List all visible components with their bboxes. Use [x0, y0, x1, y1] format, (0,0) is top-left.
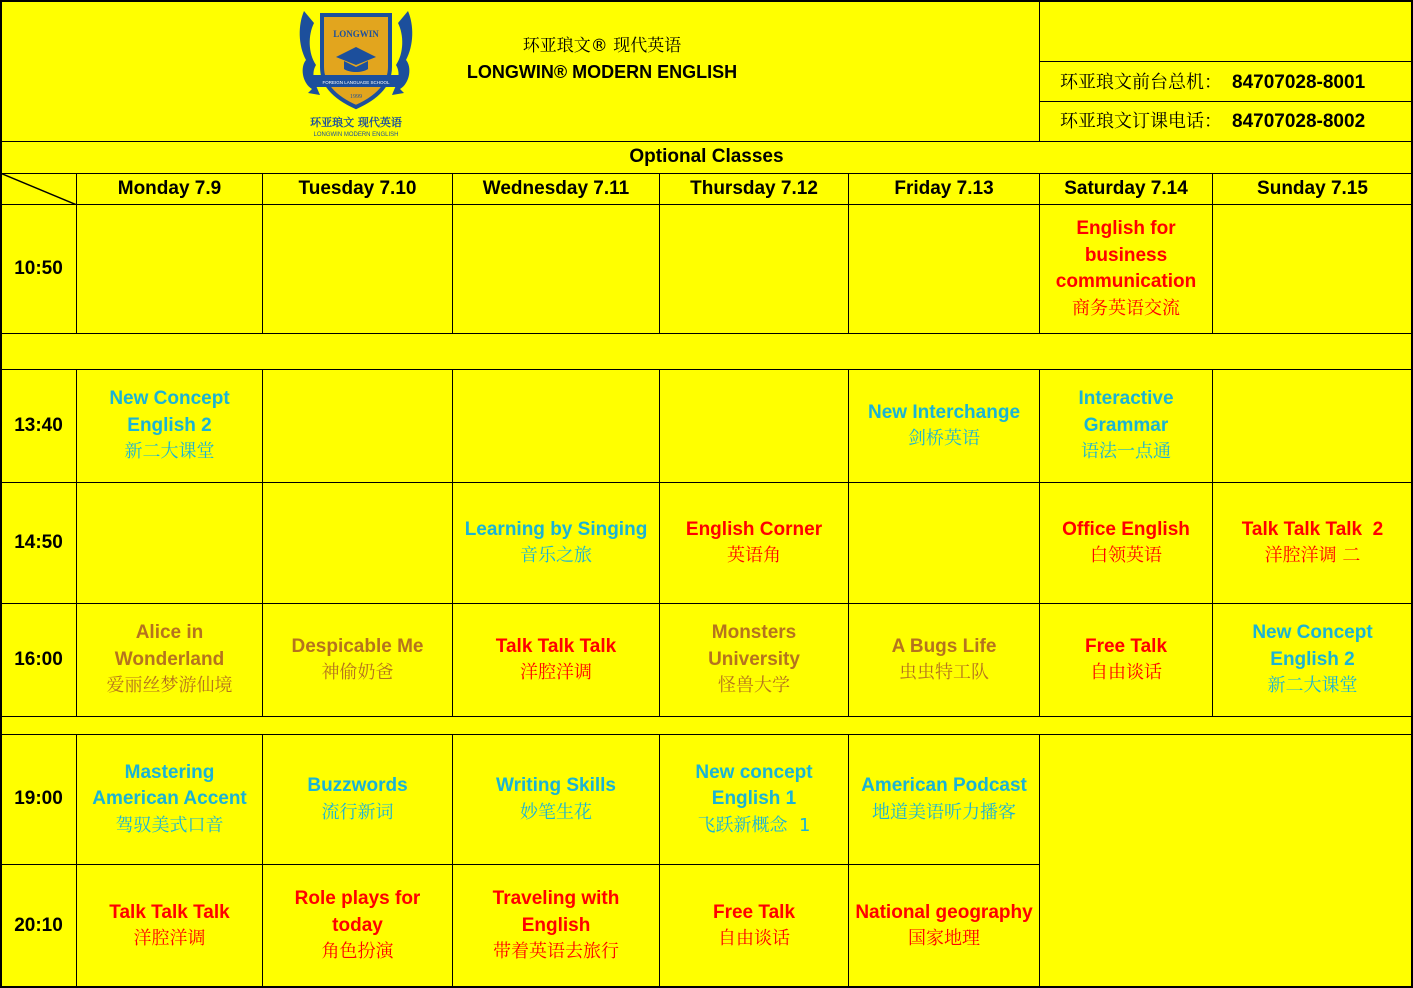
class-title-cn: 新二大课堂 [124, 441, 215, 463]
class-title-cn: 飞跃新概念 1 [697, 814, 811, 836]
class-title-cn: 音乐之旅 [520, 545, 592, 566]
class-title-line: Writing Skills [495, 775, 616, 796]
time-1050: 10:50 [14, 257, 63, 279]
class-traveling-with-english[interactable] [453, 865, 659, 987]
time-1340: 13:40 [14, 414, 63, 436]
longwin-logo [296, 5, 416, 140]
class-title-line: Talk Talk Talk [495, 635, 617, 657]
class-talk-talk-talk[interactable] [77, 865, 262, 987]
class-title-line: today [332, 914, 383, 936]
class-title-line: English 2 [1270, 648, 1355, 670]
logo-year: 1999 [350, 94, 362, 100]
class-title-line: English 2 [127, 414, 212, 436]
booking-phone[interactable]: 84707028-8002 [1232, 110, 1366, 132]
class-title-line: New Concept [109, 388, 230, 410]
class-title-line: English Corner [685, 518, 823, 540]
day-header-thursday: Thursday 7.12 [690, 177, 818, 199]
class-title-cn: 洋腔洋调 [520, 662, 592, 683]
time-1600: 16:00 [14, 648, 63, 670]
class-free-talk[interactable] [1040, 604, 1212, 716]
class-title-line: New Concept [1252, 622, 1373, 644]
class-title-cn: 白领英语 [1090, 545, 1162, 566]
class-title-line: Buzzwords [307, 775, 408, 796]
corner-diagonal [0, 173, 77, 205]
class-title-cn: 自由谈话 [1090, 662, 1162, 683]
class-buzzwords[interactable] [263, 735, 452, 864]
class-monsters-university[interactable] [660, 604, 848, 716]
class-title-cn: 洋腔洋调 二 [1264, 545, 1361, 566]
day-header-sunday: Sunday 7.15 [1257, 177, 1368, 199]
class-title-cn: 流行新词 [321, 801, 394, 823]
class-title-line: English for [1076, 218, 1176, 239]
class-title-line: Grammar [1083, 414, 1169, 436]
class-title-line: Despicable Me [291, 635, 424, 657]
schedule-title: Optional Classes [629, 146, 784, 168]
class-title-cn: 角色扮演 [321, 941, 394, 963]
class-alice-in-wonderland[interactable] [77, 604, 262, 716]
class-american-podcast[interactable] [849, 735, 1039, 864]
class-title-line: Talk Talk Talk [109, 901, 230, 923]
class-title-line: University [708, 648, 800, 670]
brand-name-cn: 环亚琅文® 现代英语 [522, 35, 682, 56]
class-title-line: Alice in [135, 622, 204, 644]
class-title-cn: 地道美语听力播客 [872, 801, 1016, 823]
class-new-interchange[interactable] [849, 370, 1039, 482]
class-title-line: Wonderland [114, 648, 225, 670]
class-title-line: New concept [695, 761, 813, 783]
class-a-bugs-life[interactable] [849, 604, 1039, 716]
class-title-cn: 国家地理 [908, 928, 980, 949]
class-new-concept-english-2[interactable] [77, 370, 262, 482]
day-header-wednesday: Wednesday 7.11 [482, 177, 630, 199]
class-national-geography[interactable] [849, 865, 1039, 987]
class-title-line: American Accent [92, 788, 247, 810]
logo-caption-en: LONGWIN MODERN ENGLISH [313, 132, 399, 138]
class-english-for-business-communication[interactable] [1040, 205, 1212, 333]
class-writing-skills[interactable] [453, 735, 659, 864]
class-title-line: Learning by Singing [464, 518, 648, 540]
class-title-line: Free Talk [712, 901, 796, 923]
class-title-line: Free Talk [1084, 635, 1168, 657]
class-title-line: Mastering [124, 761, 215, 783]
class-title-line: American Podcast [861, 775, 1027, 796]
class-new-concept-english-1[interactable] [660, 735, 848, 864]
class-title-cn: 自由谈话 [718, 928, 790, 949]
class-mastering-american-accent[interactable] [77, 735, 262, 864]
time-1450: 14:50 [14, 531, 63, 553]
class-free-talk[interactable] [660, 865, 848, 987]
day-header-friday: Friday 7.13 [894, 177, 994, 199]
class-title-cn: 英语角 [727, 545, 781, 566]
class-title-line: National geography [855, 901, 1033, 923]
class-title-cn: 虫虫特工队 [899, 662, 989, 683]
day-header-tuesday: Tuesday 7.10 [298, 177, 417, 199]
logo-name-top: LONGWIN [333, 29, 379, 39]
class-talk-talk-talk[interactable] [453, 604, 659, 716]
class-title-cn: 爱丽丝梦游仙境 [106, 675, 233, 697]
class-title-cn: 驾驭美式口音 [115, 814, 224, 836]
class-title-cn: 商务英语交流 [1072, 297, 1180, 319]
class-title-cn: 妙笔生花 [520, 801, 592, 823]
class-title-line: business [1084, 244, 1168, 266]
class-title-cn: 洋腔洋调 [133, 928, 206, 949]
class-office-english[interactable] [1040, 483, 1212, 603]
time-1900: 19:00 [14, 788, 63, 810]
time-2010: 20:10 [14, 914, 63, 936]
class-title-line: Monsters [711, 622, 797, 644]
front-desk-label: 环亚琅文前台总机： [1060, 71, 1222, 93]
class-title-line: Interactive [1078, 388, 1174, 410]
class-title-cn: 怪兽大学 [718, 675, 790, 697]
class-title-line: English 1 [711, 788, 797, 810]
class-talk-talk-talk-2[interactable] [1213, 483, 1412, 603]
day-header-monday: Monday 7.9 [117, 177, 222, 199]
day-header-saturday: Saturday 7.14 [1064, 177, 1188, 199]
class-title-line: Traveling with [492, 888, 620, 910]
booking-label: 环亚琅文订课电话： [1060, 110, 1222, 132]
logo-ribbon: FOREIGN LANGUAGE SCHOOL [322, 80, 390, 85]
class-title-line: Role plays for [294, 888, 421, 910]
class-learning-by-singing[interactable] [453, 483, 659, 603]
brand-name-en: LONGWIN® MODERN ENGLISH [466, 61, 738, 82]
class-new-concept-english-2[interactable] [1213, 604, 1412, 716]
class-role-plays-for-today[interactable] [263, 865, 452, 987]
class-title-line: A Bugs Life [891, 635, 997, 657]
class-title-line: Office English [1062, 518, 1190, 540]
class-title-cn: 语法一点通 [1081, 441, 1171, 463]
front-desk-phone[interactable]: 84707028-8001 [1232, 71, 1366, 93]
logo-caption-cn: 环亚琅文 现代英语 [310, 116, 402, 129]
class-title-line: New Interchange [867, 401, 1021, 423]
class-title-line: communication [1055, 271, 1197, 292]
class-interactive-grammar[interactable] [1040, 370, 1212, 482]
class-title-cn: 剑桥英语 [908, 428, 980, 449]
class-title-cn: 神偷奶爸 [321, 662, 394, 683]
class-title-cn: 带着英语去旅行 [493, 941, 619, 963]
class-english-corner[interactable] [660, 483, 848, 603]
class-title-cn: 新二大课堂 [1267, 675, 1358, 697]
class-title-line: English [521, 914, 591, 936]
class-title-line: Talk Talk Talk 2 [1241, 518, 1384, 540]
class-despicable-me[interactable] [263, 604, 452, 716]
